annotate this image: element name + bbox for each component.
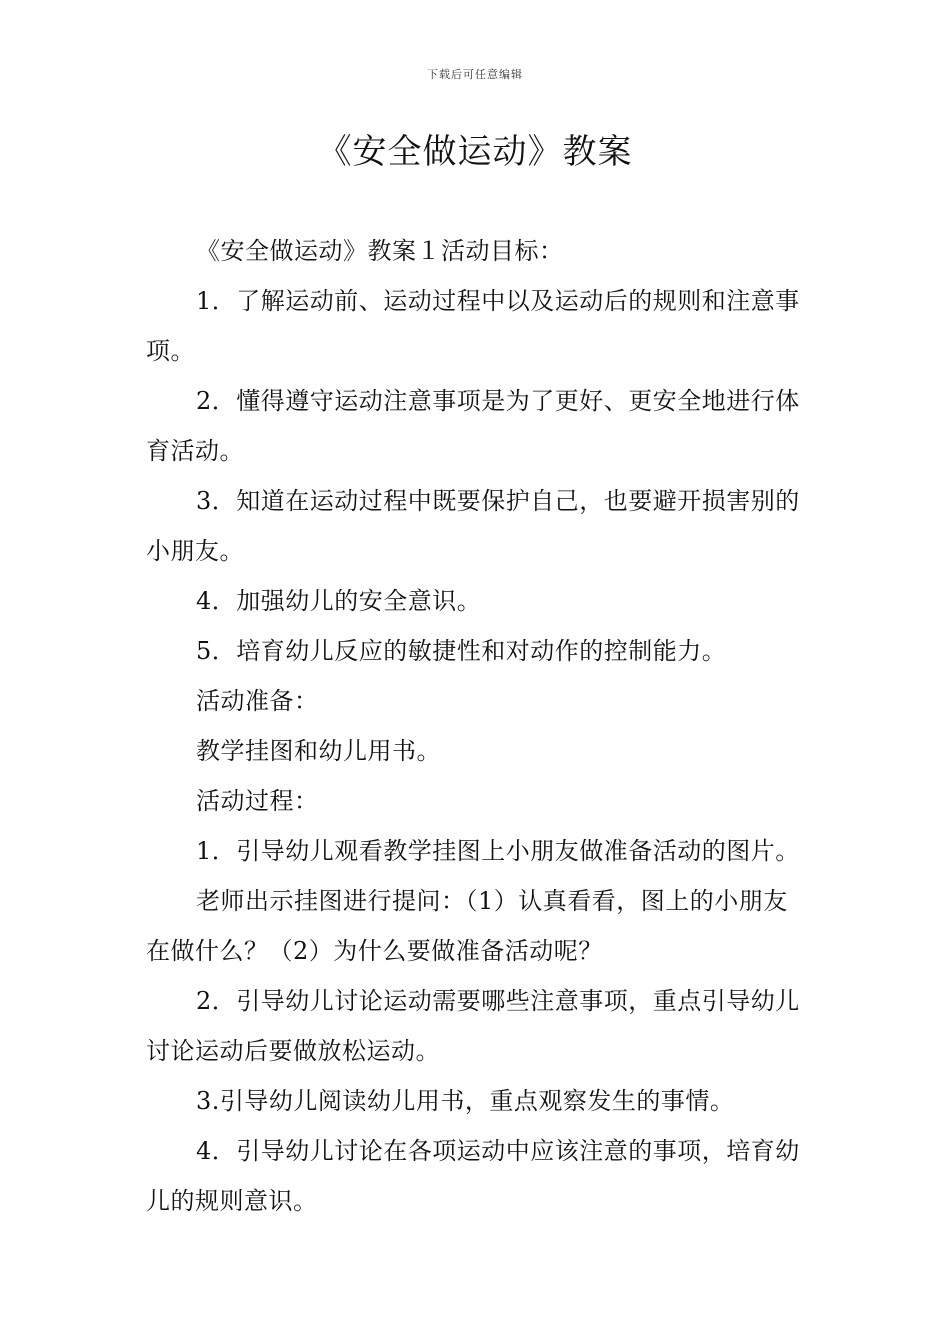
paragraph: 教学挂图和幼儿用书。 — [196, 737, 441, 765]
paragraph: 《安全做运动》教案１活动目标： — [196, 237, 564, 265]
document-body — [146, 226, 811, 1226]
paragraph: 4．引导幼儿讨论在各项运动中应该注意的事项，培育幼儿的规则意识。 — [146, 1137, 800, 1215]
paragraph: 1．了解运动前、运动过程中以及运动后的规则和注意事项。 — [146, 287, 800, 365]
paragraph: 4．加强幼儿的安全意识。 — [196, 587, 482, 615]
paragraph: 老师出示挂图进行提问：（1）认真看看，图上的小朋友在做什么？（2）为什么要做准备活动呢？ — [146, 887, 788, 965]
paragraph: 3.引导幼儿阅读幼儿用书，重点观察发生的事情。 — [196, 1087, 735, 1115]
paragraph: 5．培育幼儿反应的敏捷性和对动作的控制能力。 — [196, 637, 727, 665]
paragraph: 1．引导幼儿观看教学挂图上小朋友做准备活动的图片。 — [196, 837, 800, 865]
paragraph: 活动过程： — [196, 787, 319, 815]
header-note: 下载后可任意编辑 — [427, 68, 523, 81]
page-title: 《安全做运动》教案 — [317, 132, 633, 172]
paragraph: 2．懂得遵守运动注意事项是为了更好、更安全地进行体育活动。 — [146, 387, 800, 465]
paragraph: 3．知道在运动过程中既要保护自己，也要避开损害别的小朋友。 — [146, 487, 800, 565]
paragraph: 2．引导幼儿讨论运动需要哪些注意事项，重点引导幼儿讨论运动后要做放松运动。 — [146, 987, 800, 1065]
paragraph: 活动准备： — [196, 687, 319, 715]
